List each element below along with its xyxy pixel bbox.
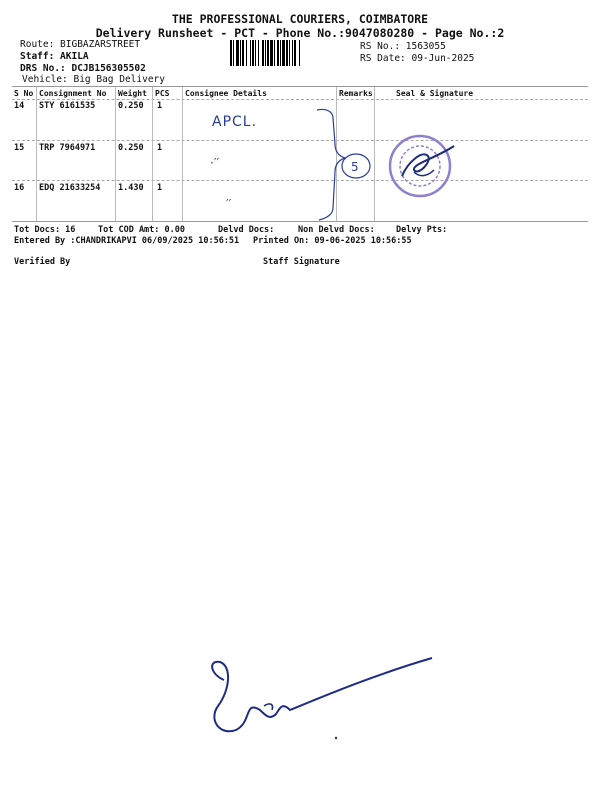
handwritten-bracket bbox=[313, 104, 373, 224]
total-cod-amount: Tot COD Amt: 0.00 bbox=[98, 225, 185, 235]
col-header-weight: Weight bbox=[118, 89, 147, 98]
row-pcs: 1 bbox=[157, 183, 163, 193]
total-docs: Tot Docs: 16 bbox=[14, 225, 76, 235]
barcode-bar bbox=[265, 40, 266, 66]
rs-number: RS No.: 1563055 bbox=[360, 41, 446, 52]
row-pcs: 1 bbox=[157, 143, 163, 153]
staff-signature-label: Staff Signature bbox=[263, 257, 340, 267]
barcode-bar bbox=[289, 40, 290, 66]
barcode-bar bbox=[294, 40, 296, 66]
row-consignment: TRP 7964971 bbox=[39, 143, 96, 153]
barcode-bar bbox=[267, 40, 269, 66]
barcode-bar bbox=[277, 40, 279, 66]
row-consignment: STY 6161535 bbox=[39, 101, 96, 111]
barcode bbox=[230, 40, 355, 66]
row-consignment: EDQ 21633254 bbox=[39, 183, 101, 193]
barcode-bar bbox=[270, 40, 273, 66]
row-rule bbox=[12, 180, 588, 181]
drs-number: DRS No.: DCJB156305502 bbox=[20, 63, 146, 74]
barcode-bar bbox=[280, 40, 281, 66]
col-divider bbox=[36, 87, 37, 221]
row-rule bbox=[12, 140, 588, 141]
row-weight: 0.250 bbox=[118, 101, 144, 111]
route-label: Route: BIGBAZARSTREET bbox=[20, 39, 141, 50]
barcode-bar bbox=[286, 40, 288, 66]
col-header-consignment: Consignment No bbox=[39, 89, 107, 98]
staff-label: Staff: AKILA bbox=[20, 51, 89, 62]
row-sno: 14 bbox=[14, 101, 25, 111]
barcode-bar bbox=[250, 40, 251, 66]
barcode-bar bbox=[274, 40, 275, 66]
barcode-bar bbox=[282, 40, 285, 66]
row-weight: 1.430 bbox=[118, 183, 144, 193]
col-divider bbox=[152, 87, 153, 221]
table-bottom-rule bbox=[12, 221, 588, 222]
row-consignee-handwriting: ·′′ bbox=[210, 156, 220, 170]
table-top-rule bbox=[12, 86, 588, 87]
seal-stamp bbox=[384, 132, 464, 202]
delivered-docs: Delvd Docs: bbox=[218, 225, 275, 235]
company-title: THE PROFESSIONAL COURIERS, COIMBATORE bbox=[171, 12, 429, 26]
entered-by: Entered By :CHANDRIKAPVI 06/09/2025 10:56:51 bbox=[14, 236, 240, 246]
runsheet-subtitle: Delivery Runsheet - PCT - Phone No.:9047080280 - Page No.:2 bbox=[95, 26, 505, 40]
rs-date: RS Date: 09-Jun-2025 bbox=[360, 53, 475, 64]
row-sno: 16 bbox=[14, 183, 25, 193]
printed-on: Printed On: 09-06-2025 10:56:55 bbox=[253, 236, 412, 246]
barcode-bar bbox=[255, 40, 256, 66]
barcode-bar bbox=[240, 40, 241, 66]
barcode-bar bbox=[292, 40, 293, 66]
col-header-consignee: Consignee Details bbox=[185, 89, 267, 98]
col-divider bbox=[115, 87, 116, 221]
barcode-bar bbox=[262, 40, 264, 66]
barcode-bar bbox=[299, 40, 300, 66]
col-header-pcs: PCS bbox=[155, 89, 170, 98]
row-consignee-handwriting: ′′ bbox=[226, 197, 232, 211]
barcode-bar bbox=[246, 40, 247, 66]
barcode-bar bbox=[233, 40, 234, 66]
col-header-remarks: Remarks bbox=[339, 89, 373, 98]
col-header-sno: S No bbox=[14, 89, 34, 98]
vehicle-label: Vehicle: Big Bag Delivery bbox=[22, 74, 165, 85]
col-divider bbox=[182, 87, 183, 221]
row-consignee-handwriting: APCL. bbox=[212, 114, 258, 130]
barcode-bar bbox=[236, 40, 239, 66]
col-header-seal: Seal & Signature bbox=[396, 89, 474, 98]
verified-by-label: Verified By bbox=[14, 257, 71, 267]
table-header-rule bbox=[12, 99, 588, 100]
barcode-bar bbox=[242, 40, 244, 66]
row-weight: 0.250 bbox=[118, 143, 144, 153]
remark-handwriting: 5 bbox=[351, 160, 359, 174]
row-pcs: 1 bbox=[157, 101, 163, 111]
delivery-points: Delvy Pts: bbox=[396, 225, 448, 235]
barcode-bar bbox=[258, 40, 259, 66]
row-sno: 15 bbox=[14, 143, 25, 153]
barcode-bar bbox=[230, 40, 232, 66]
non-delivered-docs: Non Delvd Docs: bbox=[298, 225, 375, 235]
handwritten-signature bbox=[200, 650, 440, 750]
barcode-bar bbox=[252, 40, 254, 66]
col-divider bbox=[374, 87, 375, 221]
